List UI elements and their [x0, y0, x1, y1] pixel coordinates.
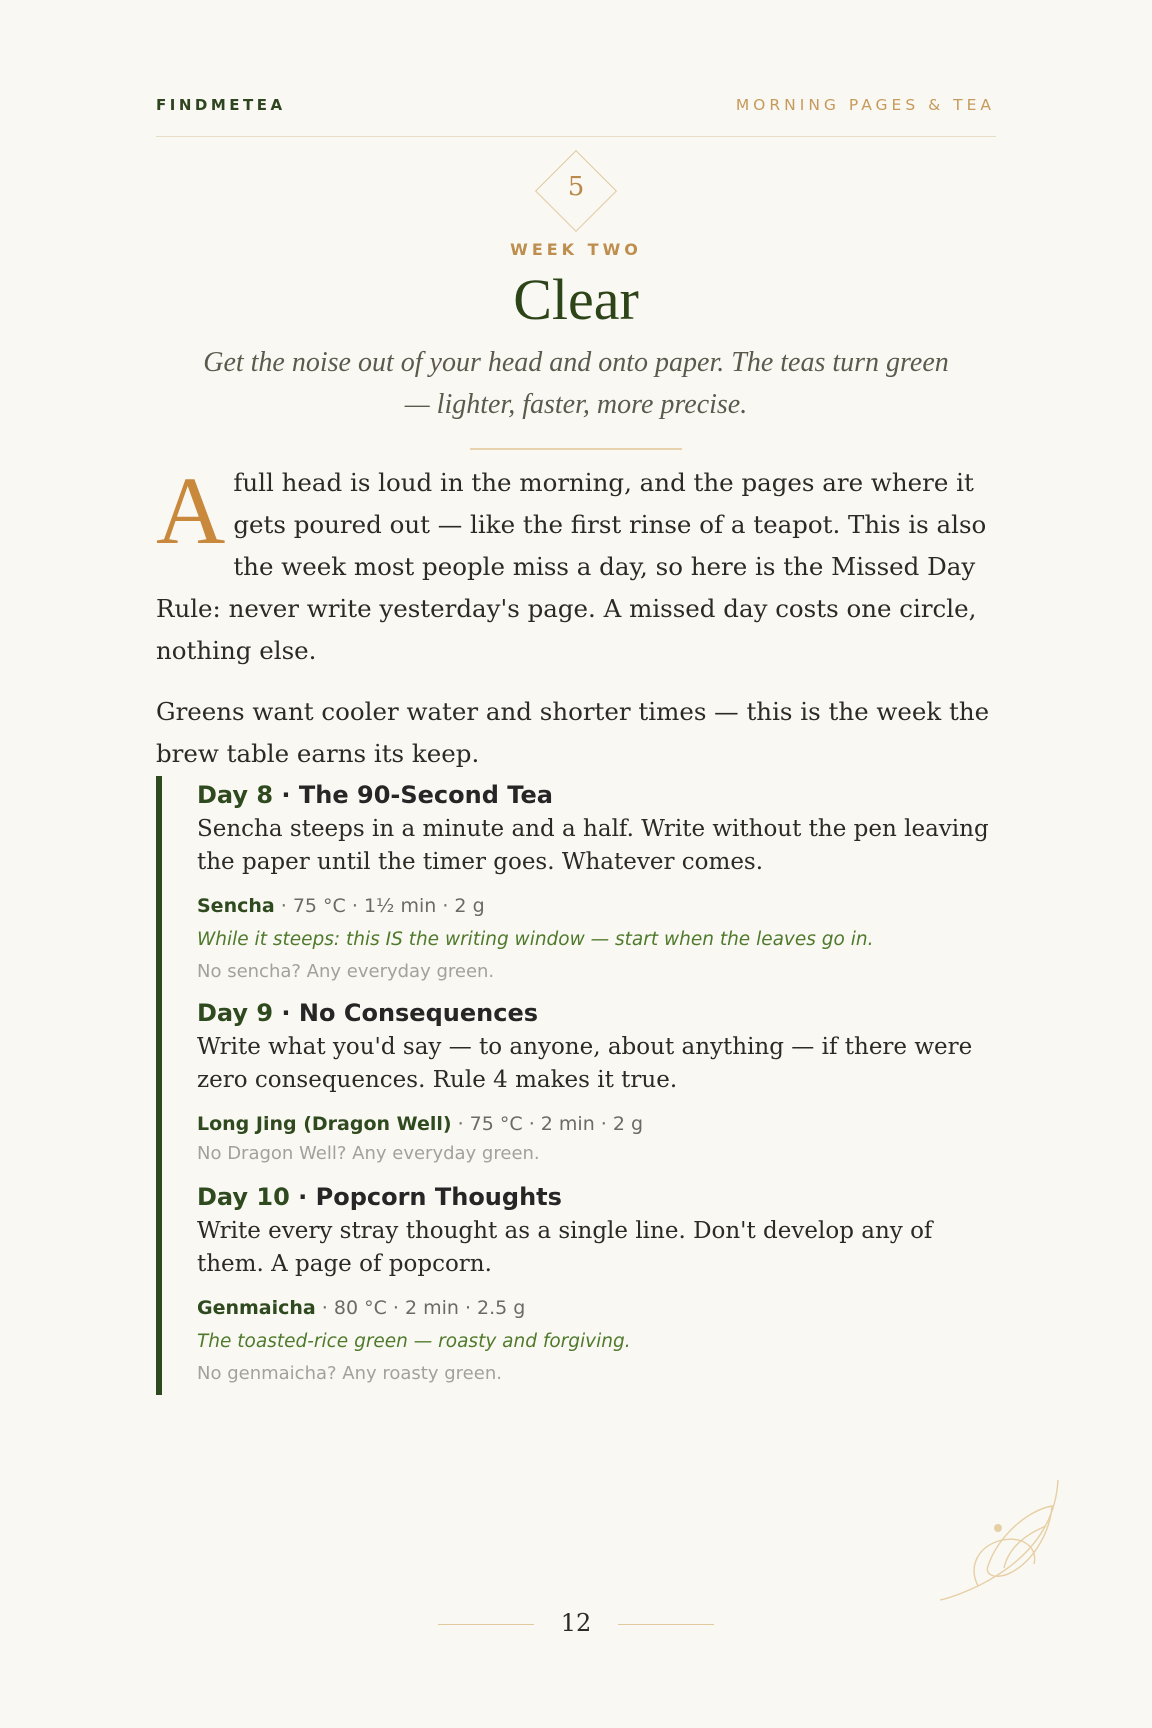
day-number: Day 9: [197, 999, 274, 1027]
brew-spec: Genmaicha · 80 °C · 2 min · 2.5 g: [197, 1297, 526, 1319]
steep-note: While it steeps: this IS the writing window — start when the leaves go in.: [197, 929, 874, 950]
tea-leaf-ornament-icon: [938, 1476, 1064, 1604]
intro-paragraph: [156, 457, 998, 672]
day-number: Day 8: [197, 781, 274, 809]
subtitle-divider: [470, 448, 682, 450]
footer-divider-left: [438, 1624, 534, 1625]
tea-substitute: No sencha? Any everyday green.: [197, 961, 495, 982]
brew-spec: Long Jing (Dragon Well) · 75 °C · 2 min · 2 g: [197, 1113, 644, 1135]
header-divider: [156, 136, 996, 137]
page-number: 12: [560, 1609, 592, 1637]
day-list: [156, 776, 998, 1395]
tea-substitute: No genmaicha? Any roasty green.: [197, 1363, 502, 1384]
day-heading: Day 8 · The 90-Second Tea: [197, 781, 553, 809]
week-label: WEEK TWO: [510, 240, 642, 259]
tea-name: Long Jing (Dragon Well): [197, 1113, 452, 1135]
day-title: The 90-Second Tea: [298, 781, 553, 809]
day-prompt: Sencha steeps in a minute and a half. Write without the pen leaving the paper until the timer goes. Whatever comes.: [197, 816, 989, 875]
chapter-subtitle: [186, 342, 966, 426]
day-entry-8: [197, 778, 997, 987]
drop-cap: A: [156, 457, 226, 564]
steep-note: The toasted-rice green — roasty and forgiving.: [197, 1331, 631, 1352]
brew-parameters: 80 °C · 2 min · 2.5 g: [333, 1297, 526, 1319]
day-title: No Consequences: [298, 999, 539, 1027]
subtitle-line-1: Get the noise out of your head and onto paper. The teas turn green: [203, 347, 949, 378]
chapter-title: Clear: [513, 267, 639, 332]
brew-parameters: 75 °C · 1½ min · 2 g: [292, 895, 485, 917]
intro-text: full head is loud in the morning, and the pages are where it gets poured out — like the first rinse of a teapot. This is also the week most people miss a day, so here is the Missed Day Rule: never write yesterday's page. A missed day costs one circle, nothing else.: [156, 468, 987, 665]
day-number: Day 10: [197, 1183, 290, 1211]
footer-divider-right: [618, 1624, 714, 1625]
chapter-number: 5: [567, 172, 585, 202]
brew-parameters: 75 °C · 2 min · 2 g: [469, 1113, 644, 1135]
brew-spec: Sencha · 75 °C · 1½ min · 2 g: [197, 895, 485, 917]
tea-name: Sencha: [197, 895, 275, 917]
day-prompt: Write what you'd say — to anyone, about anything — if there were zero consequences. Rule 4 makes it true.: [197, 1034, 973, 1093]
day-prompt: Write every stray thought as a single line. Don't develop any of them. A page of popcorn.: [197, 1218, 933, 1277]
day-entry-9: [197, 996, 997, 1169]
brand-name: FINDMETEA: [156, 96, 286, 114]
day-heading: Day 10 · Popcorn Thoughts: [197, 1183, 562, 1211]
day-title: Popcorn Thoughts: [315, 1183, 562, 1211]
tea-substitute: No Dragon Well? Any everyday green.: [197, 1143, 540, 1164]
tea-name: Genmaicha: [197, 1297, 316, 1319]
brew-table-paragraph: Greens want cooler water and shorter times — this is the week the brew table earns its keep.: [156, 697, 990, 768]
subtitle-line-2: — lighter, faster, more precise.: [404, 389, 748, 420]
day-heading: Day 9 · No Consequences: [197, 999, 539, 1027]
day-entry-10: [197, 1180, 997, 1389]
section-title: MORNING PAGES & TEA: [735, 96, 995, 114]
